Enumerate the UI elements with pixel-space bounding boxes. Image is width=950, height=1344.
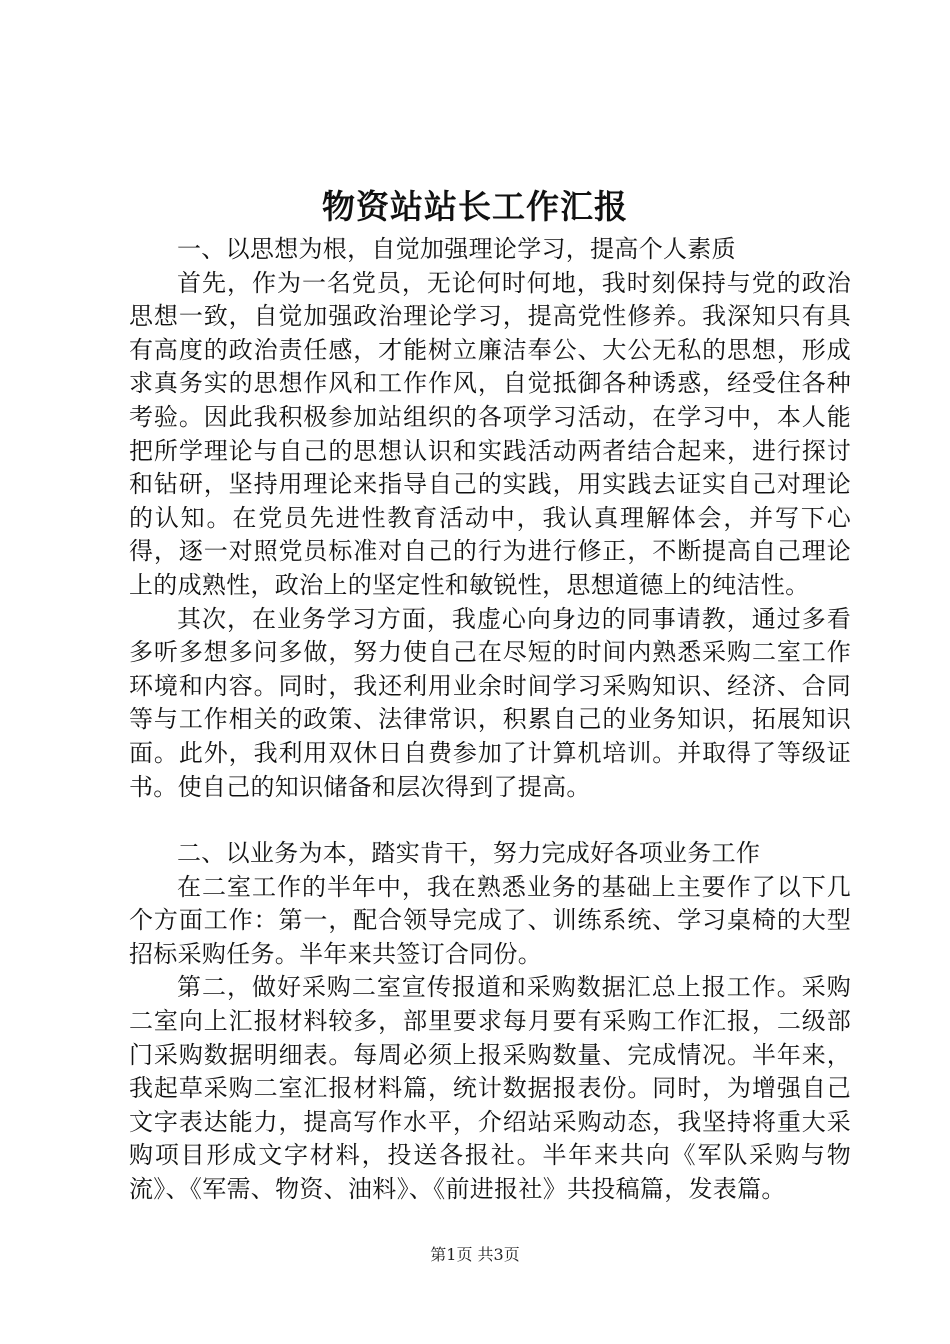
section-gap: [129, 804, 851, 837]
page-indicator: 第1页 共3页: [430, 1245, 520, 1264]
document-body: [129, 233, 851, 1207]
section-heading-2: 二、以业务为本，踏实肯干，努力完成好各项业务工作: [177, 839, 761, 868]
section-heading-1: 一、以思想为根，自觉加强理论学习，提高个人素质: [177, 235, 736, 263]
paragraph-1: 首先，作为一名党员，无论何时何地，我时刻保持与党的政治思想一致，自觉加强政治理论学习，提高党性修养。我深知只有具有高度的政治责任感，才能树立廉洁奉公、大公无私的思想，形成求真务实的思想作风和工作作风，自觉抵御各种诱惑，经受住各种考验。因此我积极参加站组织的各项学习活动，在学习中，本人能把所学理论与自己的思想认识和实践活动两者结合起来，进行探讨和钻研，坚持用理论来指导自己的实践，用实践去证实自己对理论的认知。在党员先进性教育活动中，我认真理解体会，并写下心得，逐一对照党员标准对自己的行为进行修正，不断提高自己理论上的成熟性，政治上的坚定性和敏锐性，思想道德上的纯洁性。: [129, 268, 851, 599]
paragraph-3: 在二室工作的半年中，我在熟悉业务的基础上主要作了以下几个方面工作：第一，配合领导完成了、训练系统、学习桌椅的大型招标采购任务。半年来共签订合同份。: [129, 872, 851, 968]
paragraph-2: 其次，在业务学习方面，我虚心向身边的同事请教，通过多看多听多想多问多做，努力使自己在尽短的时间内熟悉采购二室工作环境和内容。同时，我还利用业余时间学习采购知识、经济、合同等与工作相关的政策、法律常识，积累自己的业务知识，拓展知识面。此外，我利用双休日自费参加了计算机培训。并取得了等级证书。使自己的知识储备和层次得到了提高。: [129, 604, 851, 801]
document-title: 物资站站长工作汇报: [322, 187, 628, 226]
paragraph-4: 第二，做好采购二室宣传报道和采购数据汇总上报工作。采购二室向上汇报材料较多，部里要求每月要有采购工作汇报，二级部门采购数据明细表。每周必须上报采购数量、完成情况。半年来，我起草采购二室汇报材料篇，统计数据报表份。同时，为增强自己文字表达能力，提高写作水平，介绍站采购动态，我坚持将重大采购项目形成文字材料，投送各报社。半年来共向《军队采购与物流》、《军需、物资、油料》、《前进报社》共投稿篇，发表篇。: [129, 973, 851, 1204]
